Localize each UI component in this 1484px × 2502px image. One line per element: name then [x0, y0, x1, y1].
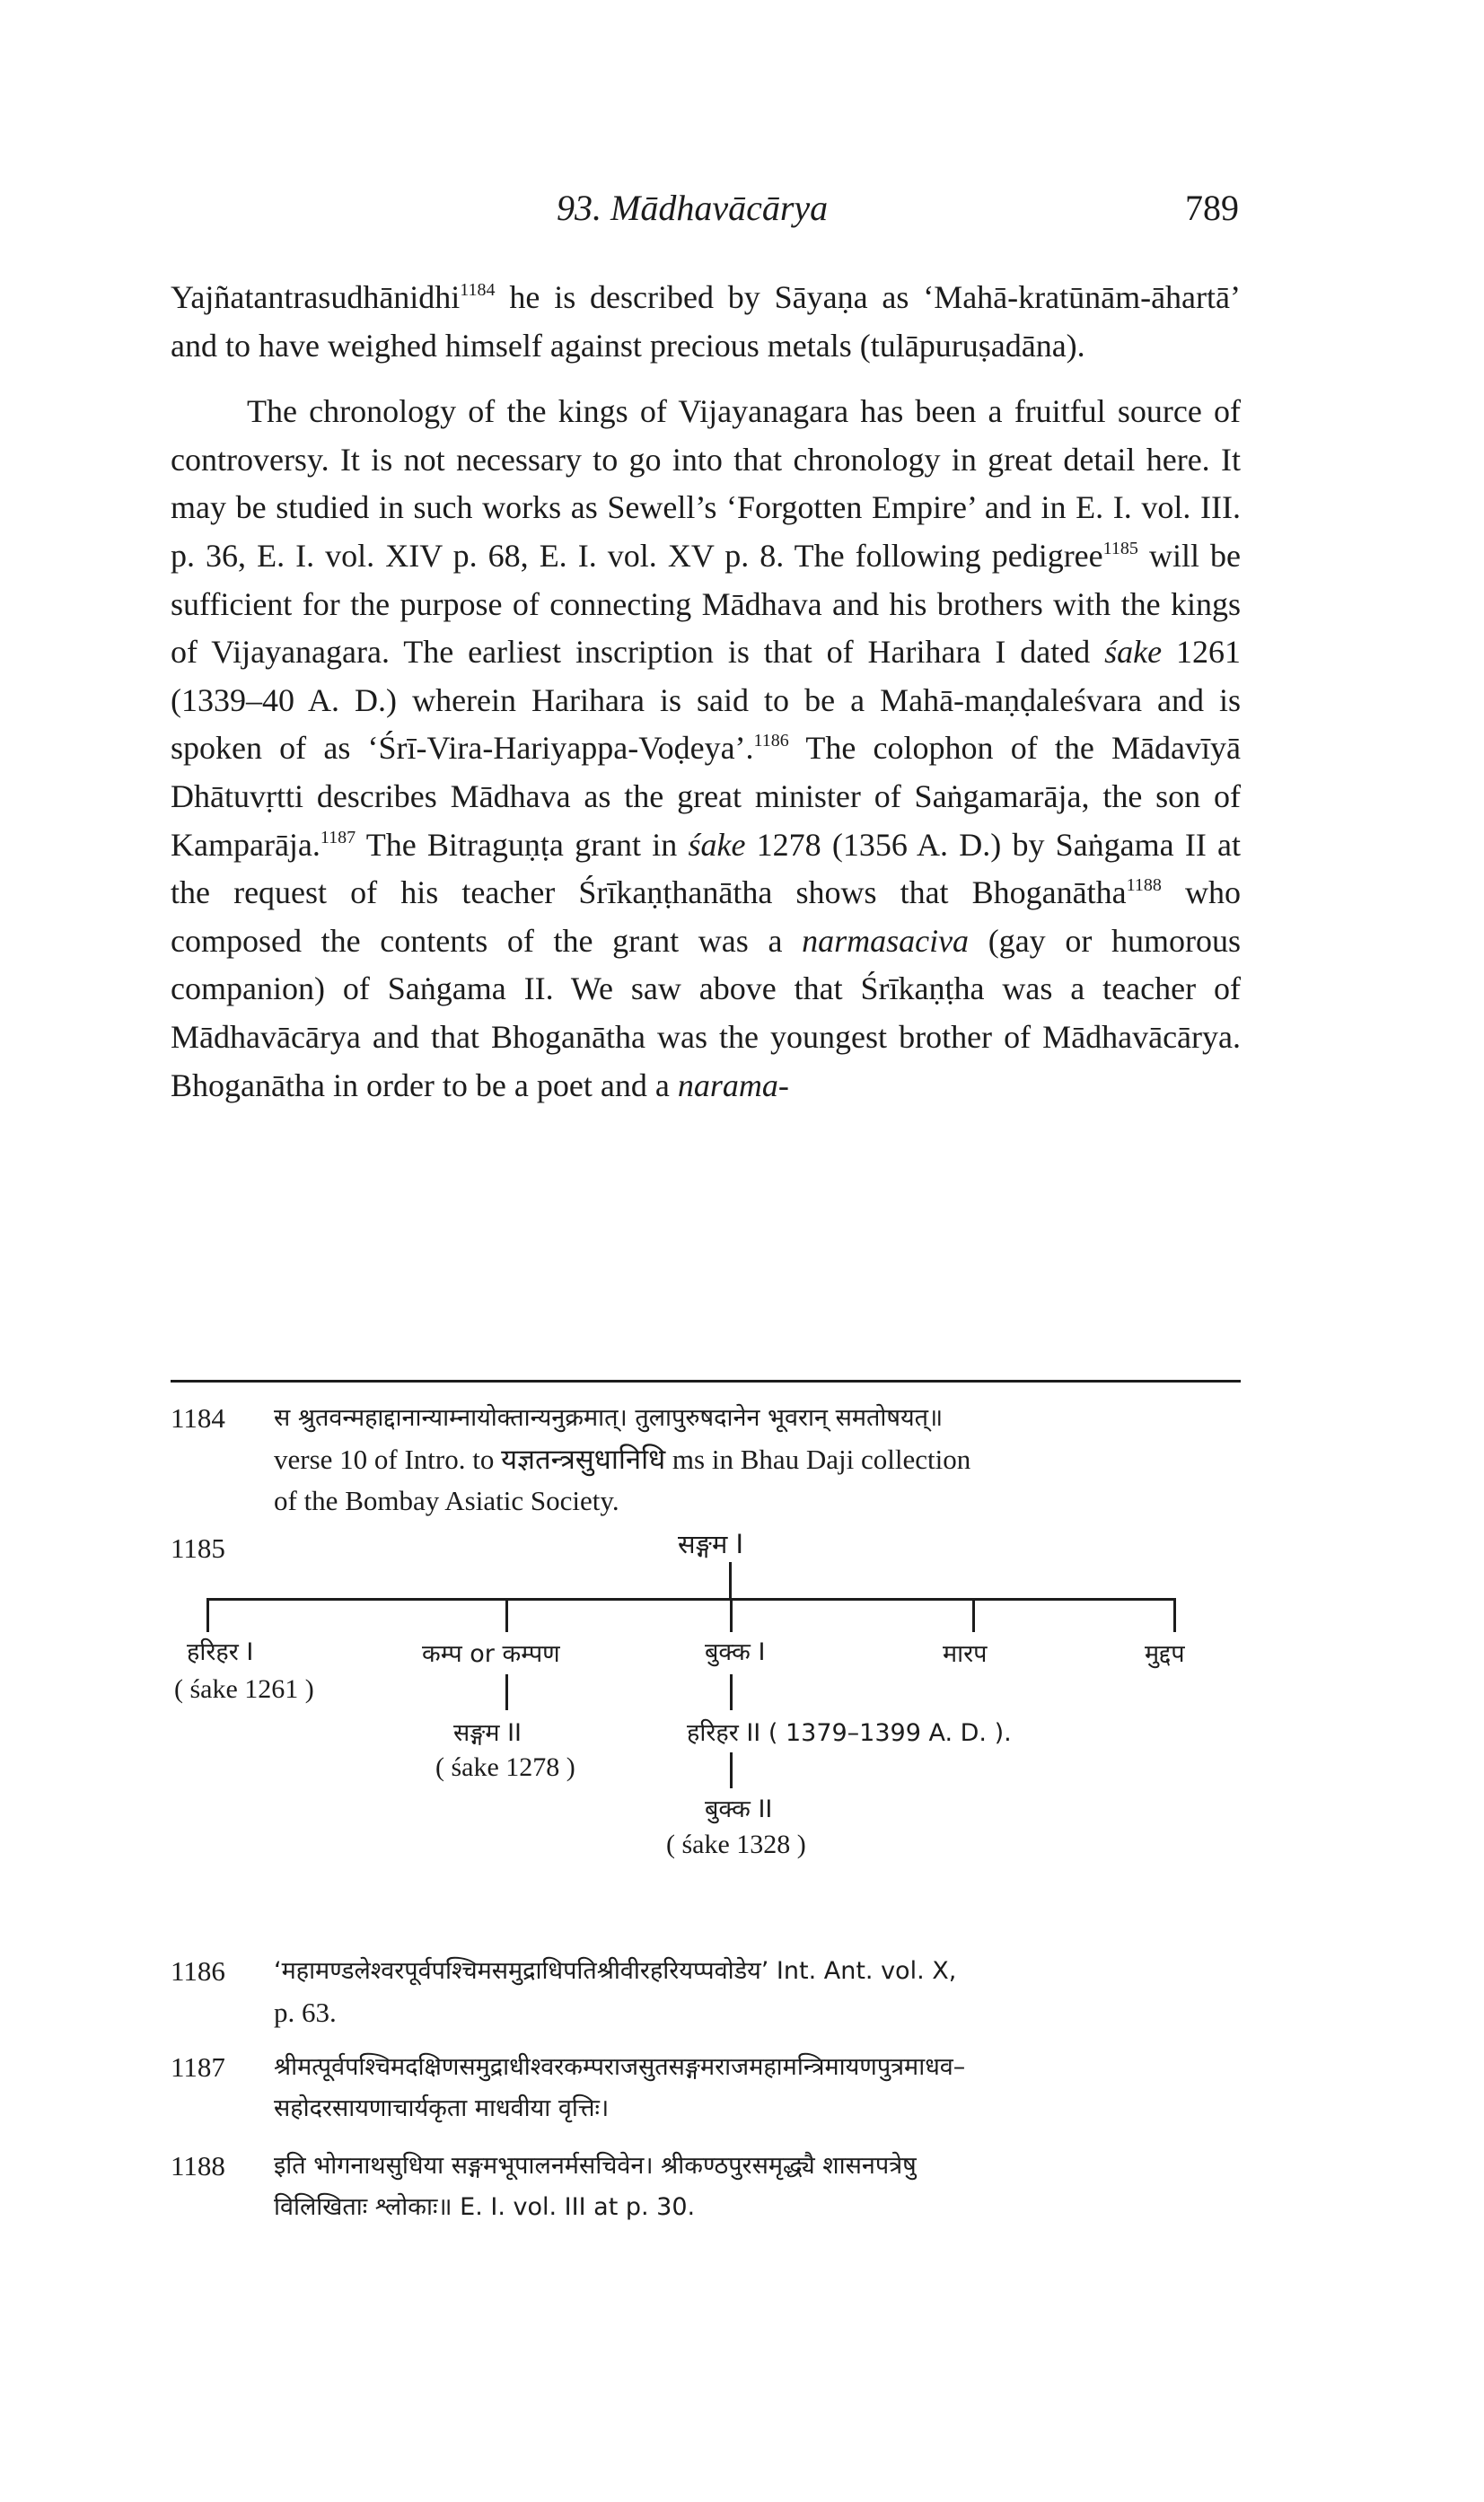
tree-node-bukka-2: बुक्क II: [705, 1795, 773, 1823]
tree-connector: [206, 1598, 209, 1632]
tree-node-sangama-1: सङ्गम I: [678, 1529, 744, 1559]
footnote-ref-1188[interactable]: 1188: [1126, 875, 1162, 896]
tree-node-sangama-2: सङ्गम II: [453, 1719, 522, 1747]
footnote-line: verse 10 of Intro. to यज्ञतन्त्रसुधानिधि ms in Bhau Daji collection: [274, 1444, 971, 1475]
footnote-ref-1184[interactable]: 1184: [460, 280, 496, 300]
tree-connector: [1173, 1598, 1176, 1632]
text-run: The colophon of the Mādavīyā Dhātuvṛtti describes Mādhava as the great minister of Saṅgamarāja, the son of Kamparāja.: [171, 730, 1241, 863]
sanskrit-line: इति भोगनाथसुधिया सङ्गमभूपालनर्मसचिवेन। श्रीकण्ठपुरसमृद्ध्यै शासनपत्रेषु: [274, 2152, 917, 2180]
tree-node-date: ( śake 1278 ): [435, 1752, 575, 1782]
tree-connector: [972, 1598, 975, 1632]
tree-connector: [505, 1674, 508, 1710]
footnote-number: 1187: [171, 2051, 225, 2083]
text-run: he is described by Sāyaṇa as ‘Mahā-kratūnām-āhartā’ and to have weighed himself against precious metals (tulāpuruṣadāna).: [171, 279, 1241, 364]
text-run: (gay or humorous companion) of Saṅgama II. We saw above that Śrīkaṇṭha was a teacher of Mādhavācārya and that Bhoganātha was the youngest brother of Mādhavācārya. Bhoganātha in order to be a poet and a: [171, 922, 1241, 1103]
footnote-text: [274, 1398, 1243, 1522]
tree-connector: [729, 1562, 732, 1598]
footnote-number: 1184: [171, 1402, 225, 1434]
sanskrit-line: स श्रुतवन्महाद्दानान्याम्नायोक्तान्यनुक्रमात्। तुलापुरुषदानेन भूवरान् समतोषयत्॥: [274, 1404, 944, 1432]
tree-node-date: ( śake 1261 ): [174, 1674, 314, 1704]
sanskrit-line: विलिखिताः श्लोकाः॥ E. I. vol. III at p. 30.: [274, 2193, 696, 2221]
paragraph-1: [171, 274, 1241, 370]
page-number: 789: [1185, 188, 1239, 228]
tree-node-marapa: मारप: [943, 1640, 988, 1668]
tree-node-harihara-2: हरिहर II ( 1379–1399 A. D. ).: [687, 1719, 1012, 1747]
italic-term: narama-: [677, 1067, 789, 1103]
footnote-1188: [171, 2146, 1257, 2235]
tree-connector: [730, 1598, 733, 1632]
tree-node-date: ( śake 1328 ): [666, 1830, 806, 1859]
tree-node-harihara-1: हरिहर I: [187, 1638, 254, 1666]
footnote-line: ‘महामण्डलेश्वरपूर्वपश्चिमसमुद्राधिपतिश्रीवीरहरियप्पवोडेय’ Int. Ant. vol. X,: [274, 1957, 957, 1985]
footnote-1186: [171, 1951, 1257, 2041]
text-run: who composed the contents of the grant was a: [171, 874, 1241, 959]
footnote-1187: [171, 2047, 1257, 2137]
italic-term: śake: [1104, 634, 1163, 671]
footnote-text: [274, 1951, 1243, 2033]
tree-connector: [730, 1674, 733, 1710]
tree-connector: [730, 1752, 733, 1788]
footnote-number: 1186: [171, 1955, 225, 1987]
sanskrit-line: श्रीमत्पूर्वपश्चिमदक्षिणसमुद्राधीश्वरकम्पराजसुतसङ्गमराजमहामन्त्रिमायणपुत्रमाधव–: [274, 2053, 966, 2081]
text-run: Yajñatantrasudhānidhi: [171, 279, 461, 315]
text-run: 1261 (1339–40 A. D.) wherein Harihara is said to be a Mahā-maṇḍaleśvara and is spoken of as ‘Śrī-Vira-Hariyappa-Voḍeya’.: [171, 634, 1241, 767]
footnote-ref-1185[interactable]: 1185: [1102, 538, 1138, 558]
footnote-1184: [171, 1398, 1257, 1532]
footnote-line: p. 63.: [274, 1997, 337, 2028]
chapter-title: 93. Mādhavācārya: [557, 188, 829, 228]
tree-connector: [505, 1598, 508, 1632]
footnote-text: [274, 2047, 1243, 2129]
sanskrit-line: सहोदरसायणाचार्यकृता माधवीया वृत्तिः।: [274, 2094, 610, 2122]
running-header: [171, 187, 1239, 241]
tree-node-kampa: कम्प or कम्पण: [422, 1640, 560, 1668]
footnote-number: 1188: [171, 2150, 225, 2182]
text-run: The Bitraguṇṭa grant in: [356, 826, 689, 863]
paragraph-2: [171, 388, 1241, 1110]
tree-node-bukka-1: बुक्क I: [705, 1638, 766, 1666]
tree-horizontal-line: [206, 1598, 1176, 1601]
main-text: [171, 274, 1241, 1110]
pedigree-tree: [171, 1526, 1248, 1885]
footnote-number: 1185: [171, 1532, 225, 1564]
text-run: will be sufficient for the purpose of connecting Mādhava and his brothers with the kings of Vijayanagara. The earliest inscription is that of Harihara I dated: [171, 537, 1241, 671]
text-run: The chronology of the kings of Vijayanagara has been a fruitful source of controversy. It is not necessary to go into that chronology in great detail here. It may be studied in such works as Sewell’s ‘Forgotten Empire’ and in E. I. vol. III. p. 36, E. I. vol. XIV p. 68, E. I. vol. XV p. 8. The following pedigree: [171, 393, 1241, 574]
text-run: 1278 (1356 A. D.) by Saṅgama II at the request of his teacher Śrīkaṇṭhanātha shows that Bhoganātha: [171, 826, 1241, 911]
footnote-text: [274, 2146, 1243, 2228]
italic-term: śake: [688, 826, 746, 863]
italic-term: narmasaciva: [802, 922, 970, 959]
footnote-ref-1187[interactable]: 1187: [320, 827, 356, 847]
footnote-separator: [171, 1380, 1241, 1383]
footnote-line: of the Bombay Asiatic Society.: [274, 1485, 619, 1516]
tree-node-mudapa: मुद्दप: [1145, 1640, 1185, 1668]
footnote-ref-1186[interactable]: 1186: [753, 731, 789, 751]
